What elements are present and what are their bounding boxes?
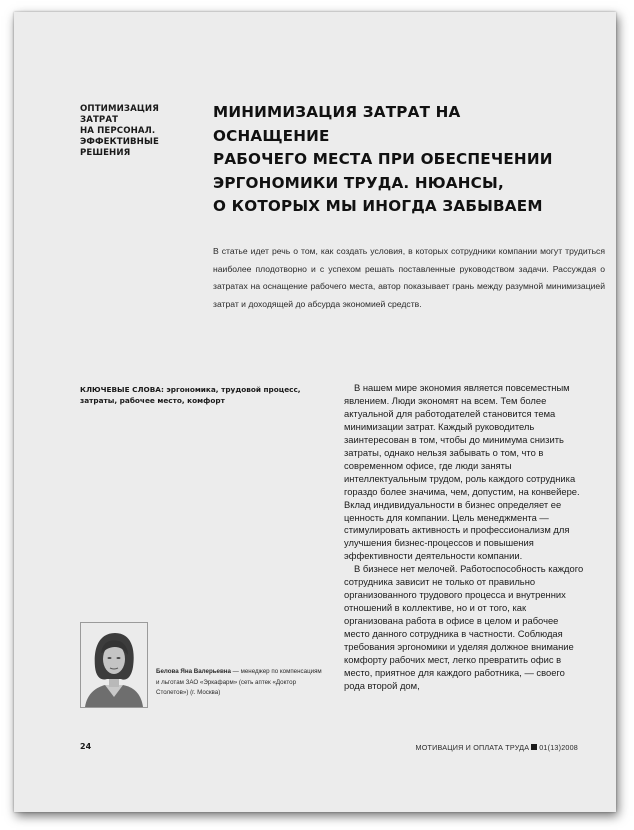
journal-issue: 01(13)2008 [539, 743, 578, 752]
author-caption [156, 667, 326, 699]
keywords [80, 384, 340, 406]
title-line: ЭРГОНОМИКИ ТРУДА. НЮАНСЫ, [213, 173, 504, 192]
title-line: МИНИМИЗАЦИЯ ЗАТРАТ НА ОСНАЩЕНИЕ [213, 103, 461, 145]
square-bullet-icon [531, 744, 537, 750]
article-title [213, 101, 573, 219]
page-number: 24 [80, 742, 92, 751]
body-paragraph: В нашем мире экономия является повсеместным явлением. Люди экономят на всем. Тем более актуальной для работодателей становится тема минимизации затрат. Каждый руководитель заинтересован в том, чтобы до минимума снизить затраты, однако нельзя забывать о том, что в современном офисе, где люди заняты интеллектуальным трудом, роль каждого сотрудника гораздо более значима, чем, допустим, на конвейере. Вклад индивидуальности в бизнес определяет ее ценность для компании. Цель менеджмента — стимулировать активность и профессионализм для улучшения бизнес-процессов и повышения эффективности деятельности компании. [344, 382, 580, 562]
body-paragraph: В бизнесе нет мелочей. Работоспособность каждого сотрудника зависит не только от правильно организованного трудового процесса и внутренних отношений в коллективе, но и от того, как организована работа в офисе в целом и рабочее место данного сотрудника в частности. Соблюдая требования эргономики и уделяя должное внимание комфорту рабочих мест, легко превратить офис в место, приятное для каждого работника, — своего рода второй дом, [344, 563, 584, 691]
section-label-line: ЭФФЕКТИВНЫЕ [80, 137, 159, 147]
journal-footer [416, 743, 578, 752]
section-label-line: ОПТИМИЗАЦИЯ ЗАТРАТ [80, 104, 159, 125]
article-body [344, 382, 584, 693]
keywords-label: КЛЮЧЕВЫЕ СЛОВА: [80, 385, 164, 394]
author-description: — менеджер по компенсациям и льготам ЗАО «Эркафарм» (сеть аптек «Доктор Столетов») (г. Москва) [156, 668, 322, 696]
title-line: О КОТОРЫХ МЫ ИНОГДА ЗАБЫВАЕМ [213, 197, 543, 215]
title-line: РАБОЧЕГО МЕСТА ПРИ ОБЕСПЕЧЕНИИ [213, 150, 553, 168]
author-portrait-image [81, 623, 147, 707]
author-photo [80, 622, 148, 708]
author-name: Белова Яна Валерьевна [156, 668, 231, 675]
journal-name: МОТИВАЦИЯ И ОПЛАТА ТРУДА [415, 743, 530, 752]
section-label-line: РЕШЕНИЯ [80, 148, 131, 158]
section-label-line: НА ПЕРСОНАЛ. [80, 126, 156, 136]
article-abstract: В статье идет речь о том, как создать условия, в которых сотрудники компании могут трудиться наиболее плодотворно и с успехом решать поставленные руководством задачи. Рассуждая о затратах на оснащение рабочего места, автор показывает грань между разумной минимизацией затрат и доходящей до абсурда экономией средств. [213, 246, 605, 310]
magazine-page [14, 12, 616, 812]
keywords-text: эргономика, трудовой процесс, затраты, рабочее место, комфорт [80, 385, 301, 405]
section-label [80, 104, 200, 159]
